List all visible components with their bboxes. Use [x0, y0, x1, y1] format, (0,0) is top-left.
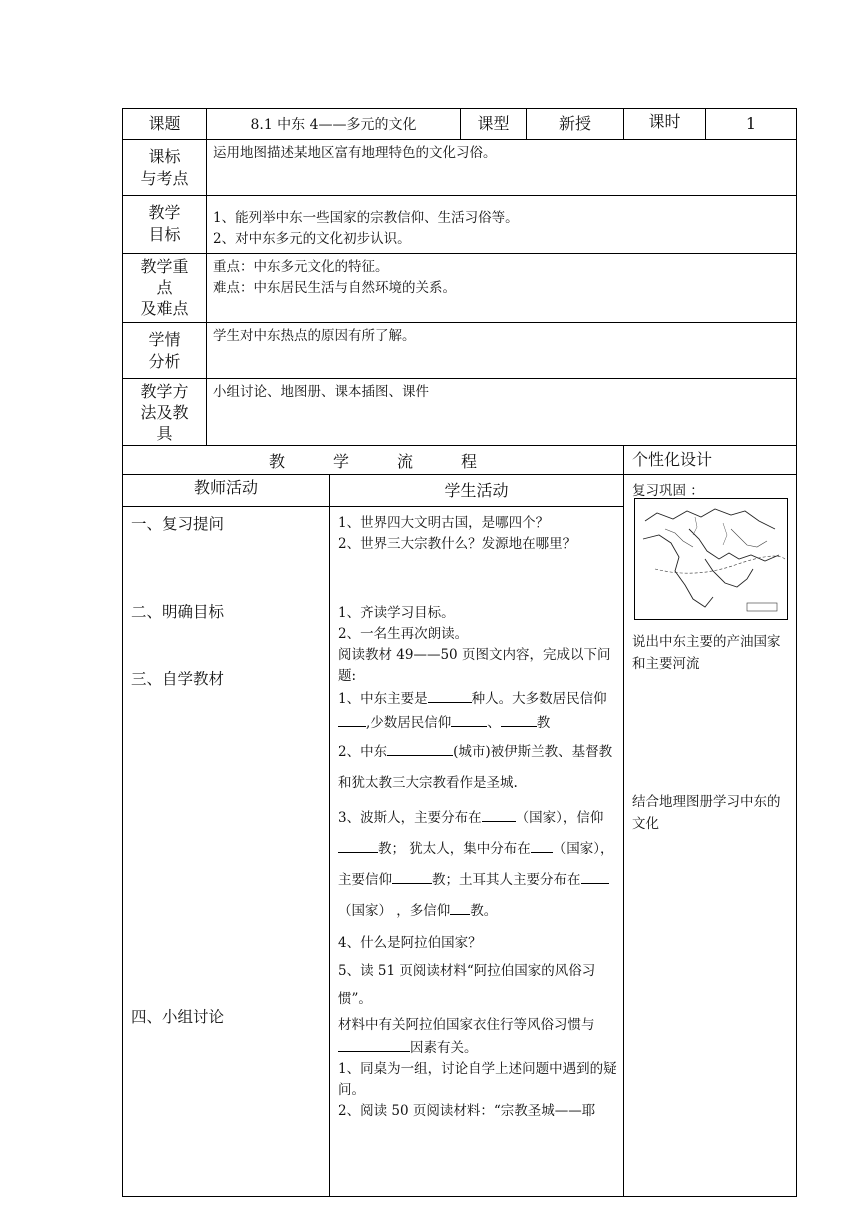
row-label: 课标 与考点 — [123, 140, 207, 196]
row-content: 运用地图描述某地区富有地理特色的文化习俗。 — [207, 140, 797, 196]
personal-note: 结合地理图册学习中东的文化 — [632, 794, 781, 832]
teacher-section: 二、明确目标 — [131, 603, 225, 621]
row-label: 教学重 点 及难点 — [123, 254, 207, 323]
flow-heading: 教 学 流 程 — [123, 446, 624, 475]
row-content: 小组讨论、地图册、课本插图、课件 — [207, 379, 797, 446]
row-content: 重点：中东多元文化的特征。 难点：中东居民生活与自然环境的关系。 — [207, 254, 797, 323]
title-label: 课题 — [123, 109, 207, 140]
row-label: 学情 分析 — [123, 323, 207, 379]
period-value: 1 — [706, 109, 797, 140]
type-label: 课型 — [461, 109, 527, 140]
personal-note: 说出中东主要的产油国家和主要河流 — [632, 634, 781, 672]
teacher-activity — [123, 507, 330, 1197]
period-label: 课时 — [624, 109, 706, 140]
student-heading: 学生活动 — [330, 475, 624, 507]
row-label: 教学 目标 — [123, 196, 207, 254]
review-label: 复习巩固 ： — [632, 483, 704, 499]
row-content: 学生对中东热点的原因有所了解。 — [207, 323, 797, 379]
personal-heading: 个性化设计 — [624, 446, 797, 475]
middle-east-map-image — [634, 498, 788, 620]
lesson-plan — [122, 108, 796, 1197]
lesson-plan-table — [122, 108, 797, 1197]
title-value: 8.1 中东 4——多元的文化 — [207, 109, 461, 140]
teacher-heading: 教师活动 — [123, 475, 330, 507]
teacher-section: 四、小组讨论 — [131, 1008, 225, 1026]
type-value: 新授 — [527, 109, 624, 140]
student-activity: 1、世界四大文明古国，是哪四个？ 2、世界三大宗教什么？发源地在哪里？ 1、齐读学习目标。 2、一名生再次朗读。 阅读教材 49——50 页图文内容，完成以下问题: 1、中东主要是 种人。大多数居民信仰,少数居民信仰 、 教 2、中东 (城市)被伊斯兰教、基督教和犹太教三大宗教看作是圣城. 3、波斯人，主要分布在 （国家），信仰教； 犹太人，集中分布在 （国家），主要信仰 教；土耳其人主要分布在（国家） ，多信仰 教。 4、什么是阿拉伯国家？ 5、读 51 页阅读材料“阿拉伯国家的风俗习惯”。 材料中有关阿拉伯国家衣住行等风俗习惯与因素有关。 1、同桌为一组，讨论自学上述问题中遇到的疑问。 2、阅读 50 页阅读材料：“宗教圣城——耶 — [330, 507, 624, 1197]
teacher-section: 一、复习提问 — [131, 515, 225, 533]
teacher-section: 三、自学教材 — [131, 670, 225, 688]
row-label: 教学方 法及教 具 — [123, 379, 207, 446]
row-content: 1、能列举中东一些国家的宗教信仰、生活习俗等。 2、对中东多元的文化初步认识。 — [207, 196, 797, 254]
